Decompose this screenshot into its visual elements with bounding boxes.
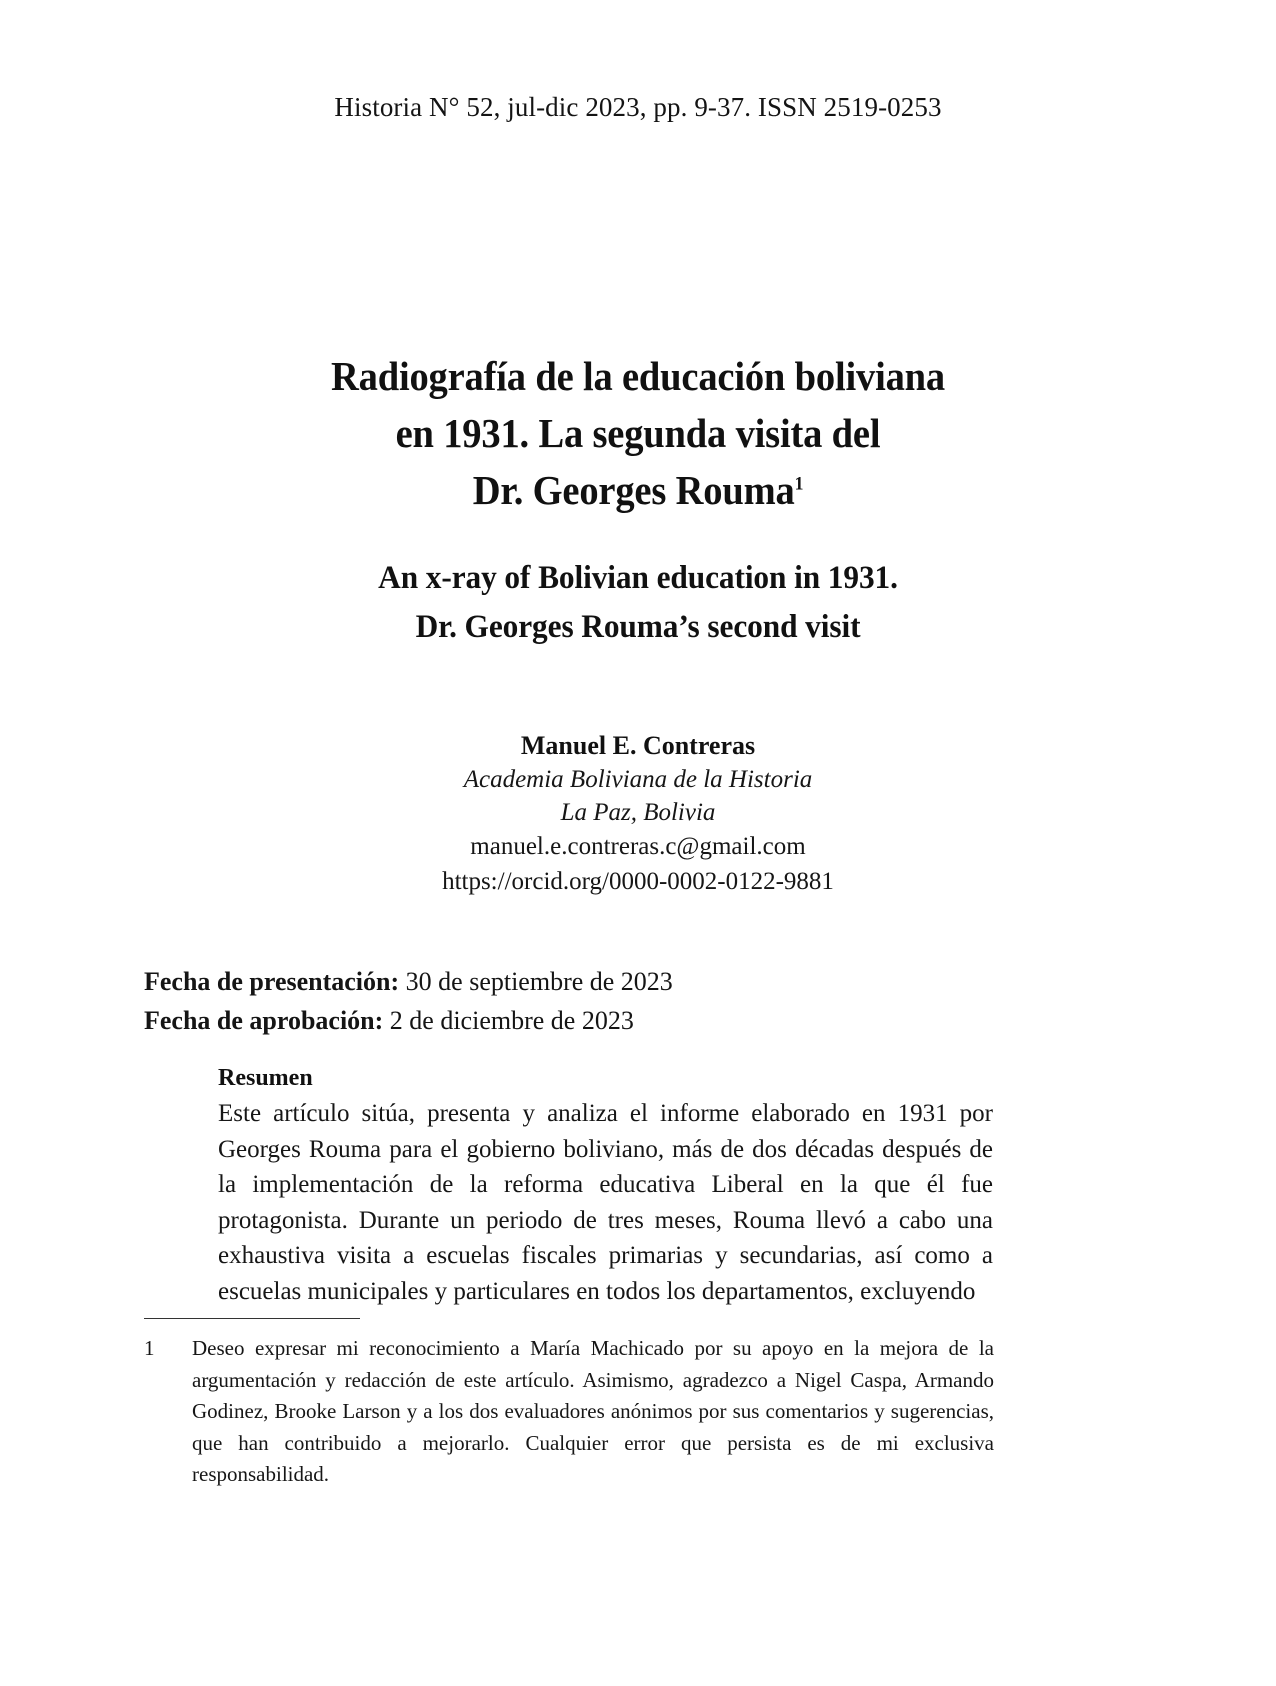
abstract-heading: Resumen	[218, 1065, 313, 1091]
article-title	[150, 348, 1126, 519]
footnote-text: Deseo expresar mi reconocimiento a María Machicado por su apoyo en la mejora de la argumentación y redacción de este artículo. Asimismo, agradezco a Nigel Caspa, Armando Godinez, Brooke Larson y a los dos evaluadores anónimos por sus comentarios y sugerencias, que han contribuido a mejorarlo. Cualquier error que persista es de mi exclusiva responsabilidad.	[192, 1336, 994, 1486]
approval-date-label: Fecha de aprobación:	[144, 1006, 384, 1035]
title-line-3	[179, 462, 1096, 519]
submission-date-label: Fecha de presentación:	[144, 967, 400, 996]
article-subtitle-english	[150, 554, 1126, 652]
abstract-section	[218, 1062, 993, 1309]
footnote-1	[144, 1333, 994, 1491]
running-head: Historia N° 52, jul-dic 2023, pp. 9-37. ISSN 2519-0253	[334, 92, 942, 122]
submission-date-value: 30 de septiembre de 2023	[405, 967, 673, 996]
submission-date-row	[144, 962, 1134, 1001]
subtitle-line-2: Dr. Georges Rouma’s second visit	[415, 609, 861, 645]
abstract-text: Este artículo sitúa, presenta y analiza el informe elaborado en 1931 por Georges Rouma para el gobierno boliviano, más de dos décadas después de la implementación de la reforma educativa Liberal en la que él fue protagonista. Durante un periodo de tres meses, Rouma llevó a cabo una exhaustiva visita a escuelas fiscales primarias y secundarias, así como a escuelas municipales y particulares en todos los departamentos, excluyendo	[218, 1100, 993, 1305]
title-line-3-text: Dr. Georges Rouma	[472, 467, 795, 513]
footnote-number: 1	[144, 1336, 155, 1360]
approval-date-value: 2 de diciembre de 2023	[389, 1006, 634, 1035]
author-location: La Paz, Bolivia	[560, 799, 716, 826]
author-name: Manuel E. Contreras	[520, 731, 756, 760]
publication-dates	[144, 962, 1134, 1040]
title-footnote-marker[interactable]: 1	[794, 473, 804, 495]
footnote-separator-rule	[144, 1318, 360, 1319]
author-block	[150, 728, 1126, 899]
author-orcid-link[interactable]: https://orcid.org/0000-0002-0122-9881	[442, 868, 834, 895]
title-line-2: en 1931. La segunda visita del	[395, 410, 881, 456]
subtitle-line-1: An x-ray of Bolivian education in 1931.	[378, 560, 898, 596]
title-line-1: Radiografía de la educación boliviana	[330, 353, 946, 399]
author-affiliation: Academia Boliviana de la Historia	[463, 766, 813, 793]
author-email[interactable]: manuel.e.contreras.c@gmail.com	[470, 833, 806, 860]
approval-date-row	[144, 1001, 1134, 1040]
